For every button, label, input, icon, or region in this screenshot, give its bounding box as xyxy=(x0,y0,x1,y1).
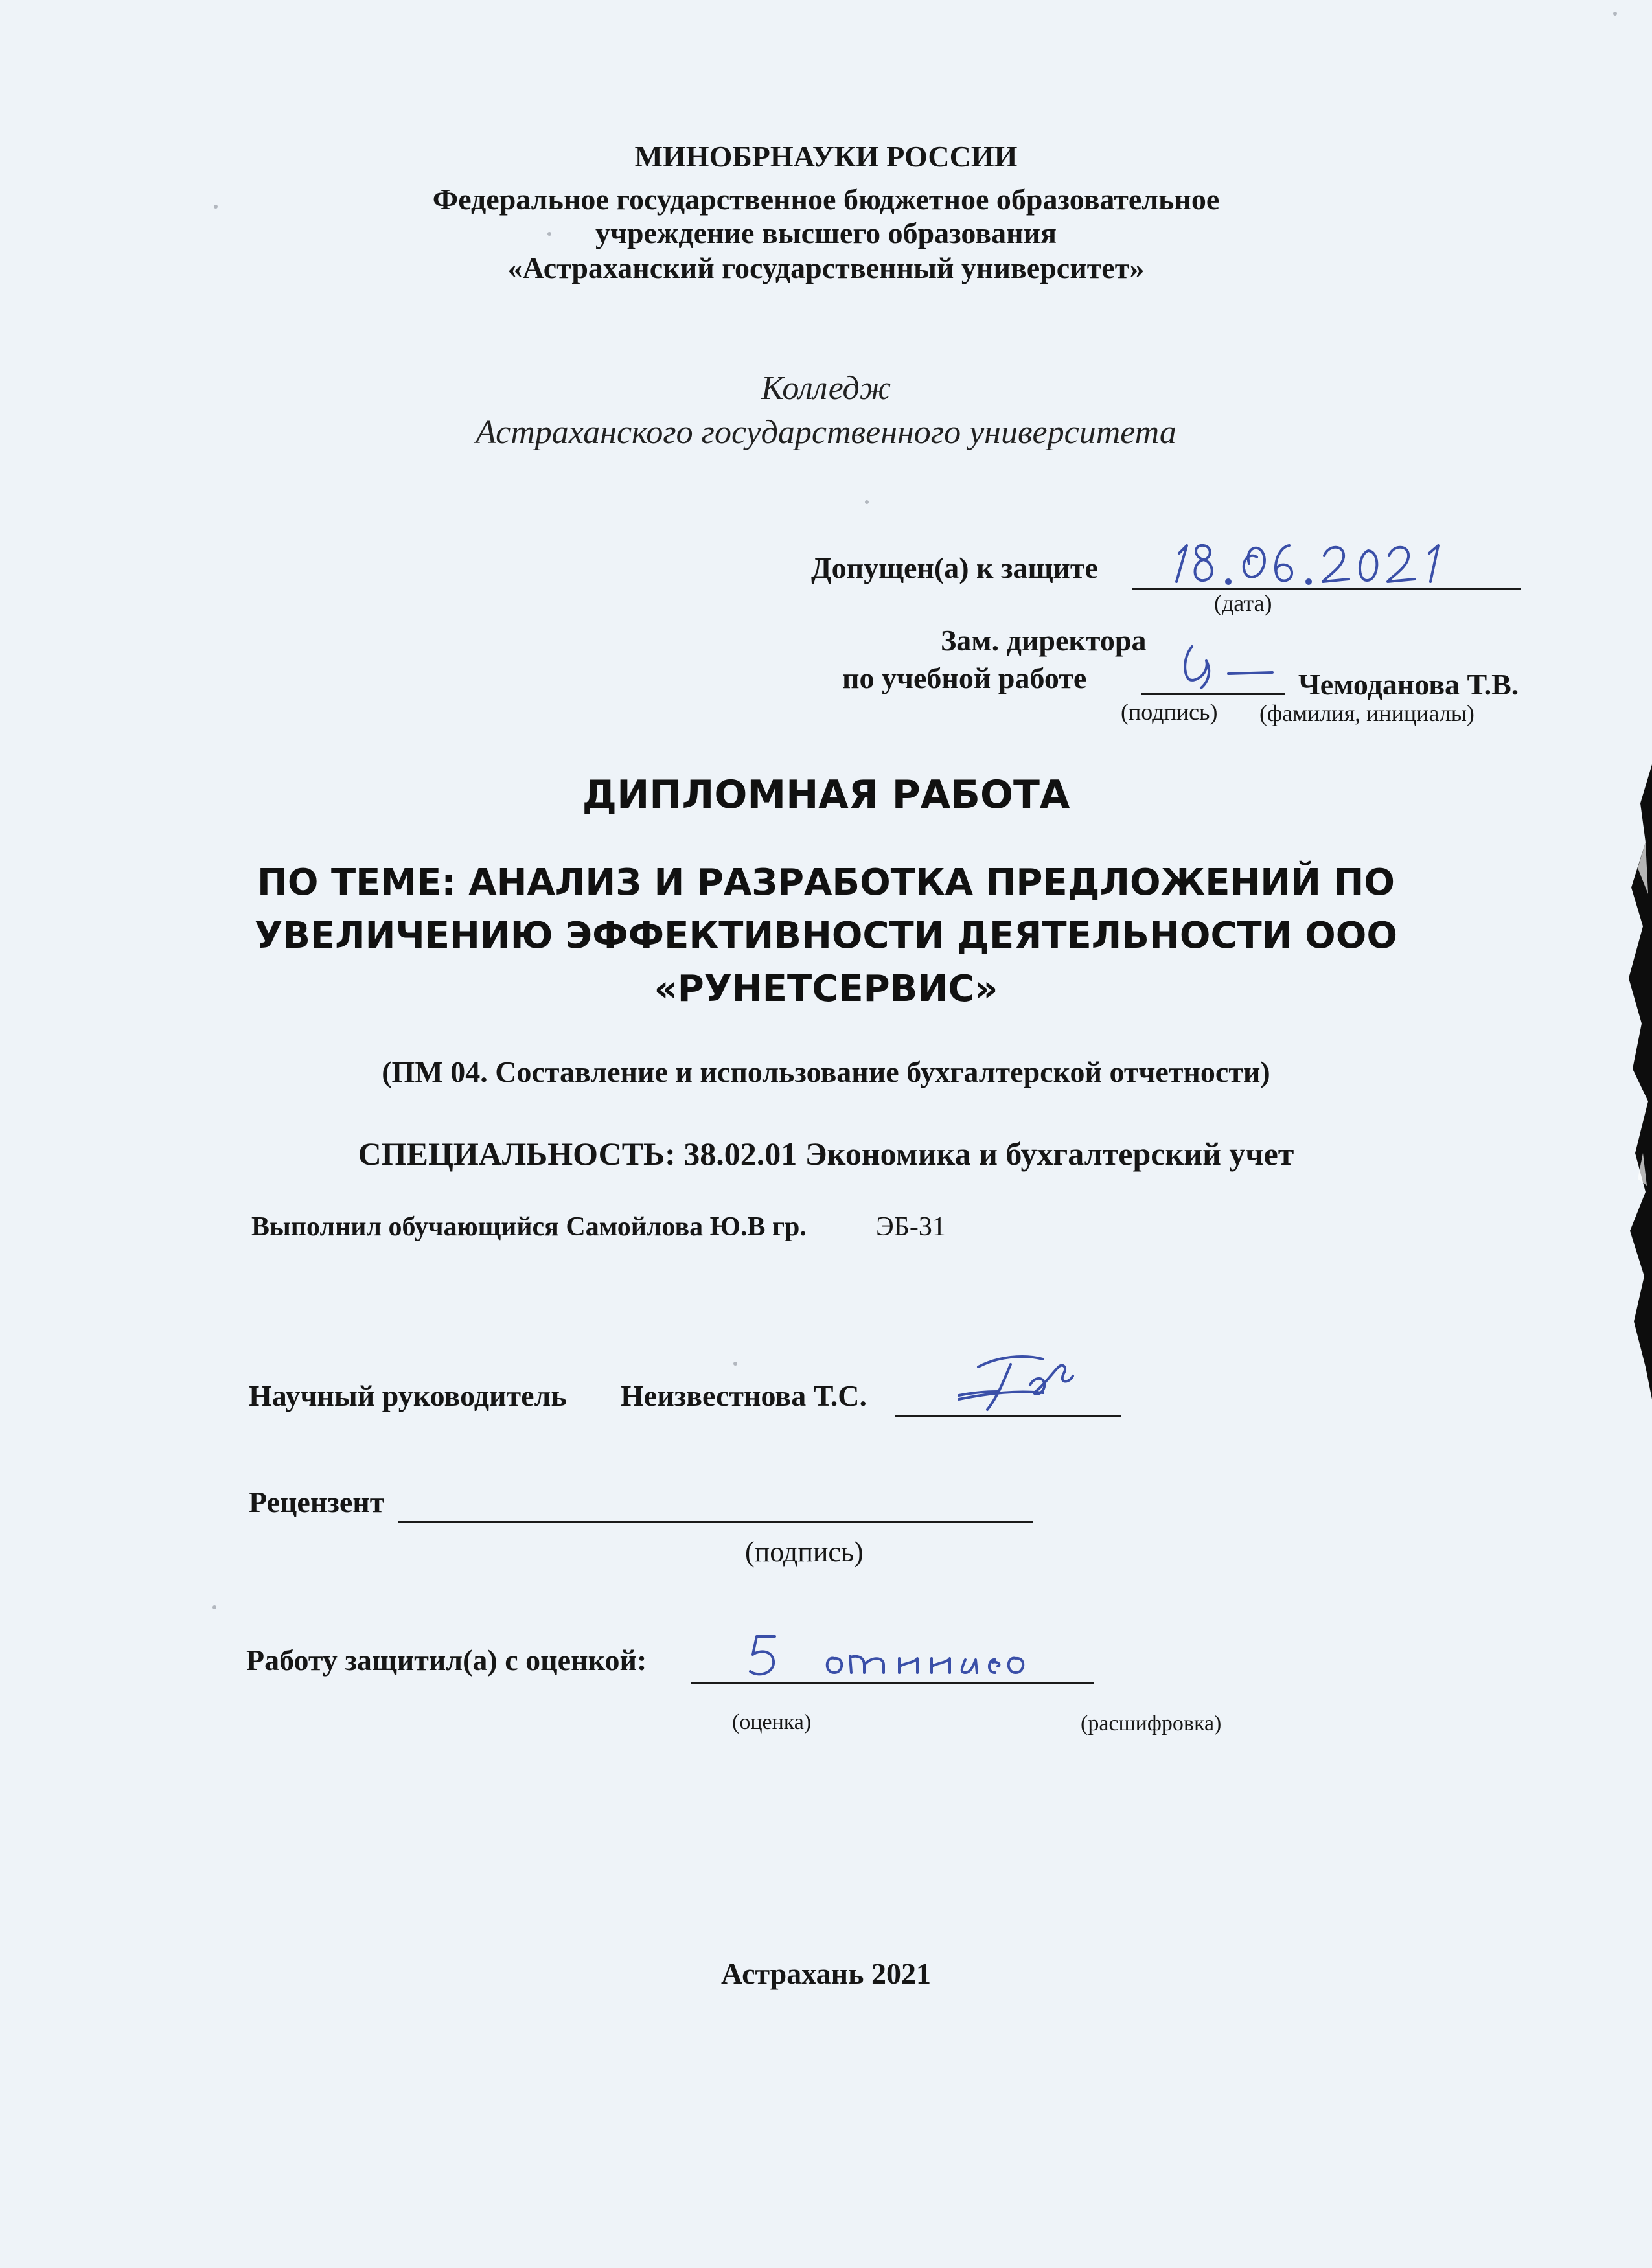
author-label: Выполнил обучающийся Самойлова Ю.В гр. xyxy=(251,1212,807,1242)
scan-fleck xyxy=(733,1362,737,1366)
module-line: (ПМ 04. Составление и использование бухгалтерской отчетности) xyxy=(382,1055,1270,1088)
topic-line-1: ПО ТЕМЕ: АНАЛИЗ И РАЗРАБОТКА ПРЕДЛОЖЕНИЙ ПО xyxy=(257,862,1395,904)
name-caption: (фамилия, инициалы) xyxy=(1259,700,1474,726)
specialty-line: СПЕЦИАЛЬНОСТЬ: 38.02.01 Экономика и бухгалтерский учет xyxy=(358,1136,1294,1172)
supervisor-label: Научный руководитель xyxy=(249,1379,567,1412)
scan-fleck xyxy=(212,1605,216,1609)
ministry-title: МИНОБРНАУКИ РОССИИ xyxy=(634,140,1018,173)
topic-line-2: УВЕЛИЧЕНИЮ ЭФФЕКТИВНОСТИ ДЕЯТЕЛЬНОСТИ ООО xyxy=(255,915,1397,957)
college-line-2: Астраханского государственного университета xyxy=(476,414,1176,451)
handwritten-date xyxy=(1161,531,1459,590)
supervisor-name: Неизвестнова Т.С. xyxy=(621,1379,867,1412)
author-group: ЭБ-31 xyxy=(876,1212,946,1242)
handwritten-grade xyxy=(739,1632,1088,1684)
reviewer-signature-caption: (подпись) xyxy=(745,1536,864,1568)
reviewer-signature-line xyxy=(398,1521,1033,1523)
university-name: «Астраханский государственный университет» xyxy=(507,251,1145,284)
deputy-name: Чемоданова Т.В. xyxy=(1298,668,1519,701)
document-type: ДИПЛОМНАЯ РАБОТА xyxy=(582,772,1070,818)
topic-line-3: «РУНЕТСЕРВИС» xyxy=(654,968,998,1010)
signature-caption: (подпись) xyxy=(1121,699,1218,725)
deputy-title-line-2: по учебной работе xyxy=(842,661,1087,694)
organization-line-1: Федеральное государственное бюджетное образовательное xyxy=(432,183,1220,216)
deputy-signature-line xyxy=(1141,693,1285,695)
scan-fleck xyxy=(865,500,869,504)
deputy-signature xyxy=(1166,641,1283,693)
grade-label: Работу защитил(а) с оценкой: xyxy=(246,1644,647,1677)
grade-caption: (оценка) xyxy=(732,1710,812,1734)
decode-caption: (расшифровка) xyxy=(1081,1712,1222,1735)
college-line-1: Колледж xyxy=(761,370,891,407)
deputy-title-line-1: Зам. директора xyxy=(941,624,1147,657)
date-caption: (дата) xyxy=(1214,590,1272,616)
supervisor-signature xyxy=(920,1347,1114,1419)
organization-line-2: учреждение высшего образования xyxy=(595,216,1057,249)
scan-fleck xyxy=(1613,12,1617,16)
city-year: Астрахань 2021 xyxy=(721,1957,931,1990)
reviewer-label: Рецензент xyxy=(249,1485,385,1518)
admission-label: Допущен(а) к защите xyxy=(811,551,1098,584)
